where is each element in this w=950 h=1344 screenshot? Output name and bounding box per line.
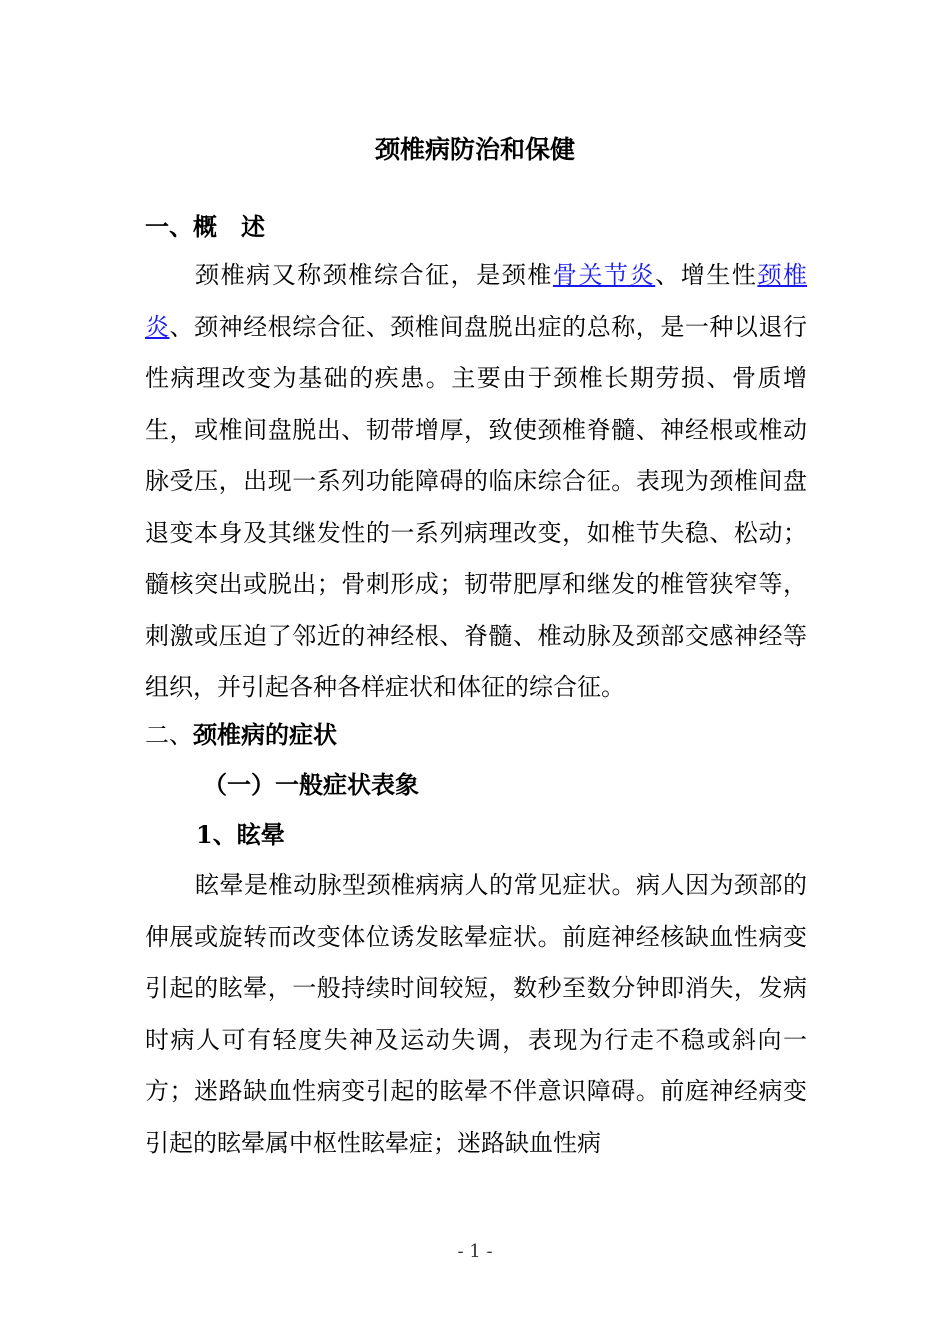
overview-paragraph [145,250,807,714]
section-heading-overview [145,210,265,244]
subsection-heading-general-symptoms: （一）一般症状表象 [203,770,419,799]
overview-text-part1: 颈椎病又称颈椎综合征，是颈椎 [195,261,553,289]
overview-text-part3: 、颈神经根综合征、颈椎间盘脱出症的总称，是一种以退行性病理改变为基础的疾患。主要由于颈椎长期劳损、骨质增生，或椎间盘脱出、韧带增厚，致使颈椎脊髓、神经根或椎动脉受压，出现一系列功能障碍的临床综合征。表现为颈椎间盘退变本身及其继发性的一系列病理改变，如椎节失稳、松动；髓核突出或脱出；骨刺形成；韧带肥厚和继发的椎管狭窄等，刺激或压迫了邻近的神经根、脊髓、椎动脉及颈部交感神经等组织，并引起各种各样症状和体征的综合征。 [145,312,808,701]
page-number: - 1 - [457,1241,493,1262]
section-heading-symptoms-text: 颈椎病的症状 [193,720,337,749]
link-osteoarthritis[interactable]: 骨关节炎 [552,261,656,289]
overview-text-part2: 、增生性 [655,261,758,289]
subsection-heading-vertigo: 1、眩晕 [196,820,285,849]
section-heading-overview-text: 述 [241,212,265,241]
vertigo-paragraph: 眩晕是椎动脉型颈椎病病人的常见症状。病人因为颈部的伸展或旋转而改变体位诱发眩晕症状。前庭神经核缺血性病变引起的眩晕，一般持续时间较短，数秒至数分钟即消失，发病时病人可有轻度失神及运动失调，表现为行走不稳或斜向一方；迷路缺血性病变引起的眩晕不伴意识障碍。前庭神经病变引起的眩晕属中枢性眩晕症；迷路缺血性病 [145,871,807,1157]
document-title: 颈椎病防治和保健 [374,135,575,164]
link-cervical-spondylitis[interactable]: 颈椎炎 [145,261,808,341]
section-heading-overview-number: 一、概 [145,212,217,241]
section-heading-symptoms [145,718,337,752]
section-heading-symptoms-number: 二、 [145,721,193,749]
